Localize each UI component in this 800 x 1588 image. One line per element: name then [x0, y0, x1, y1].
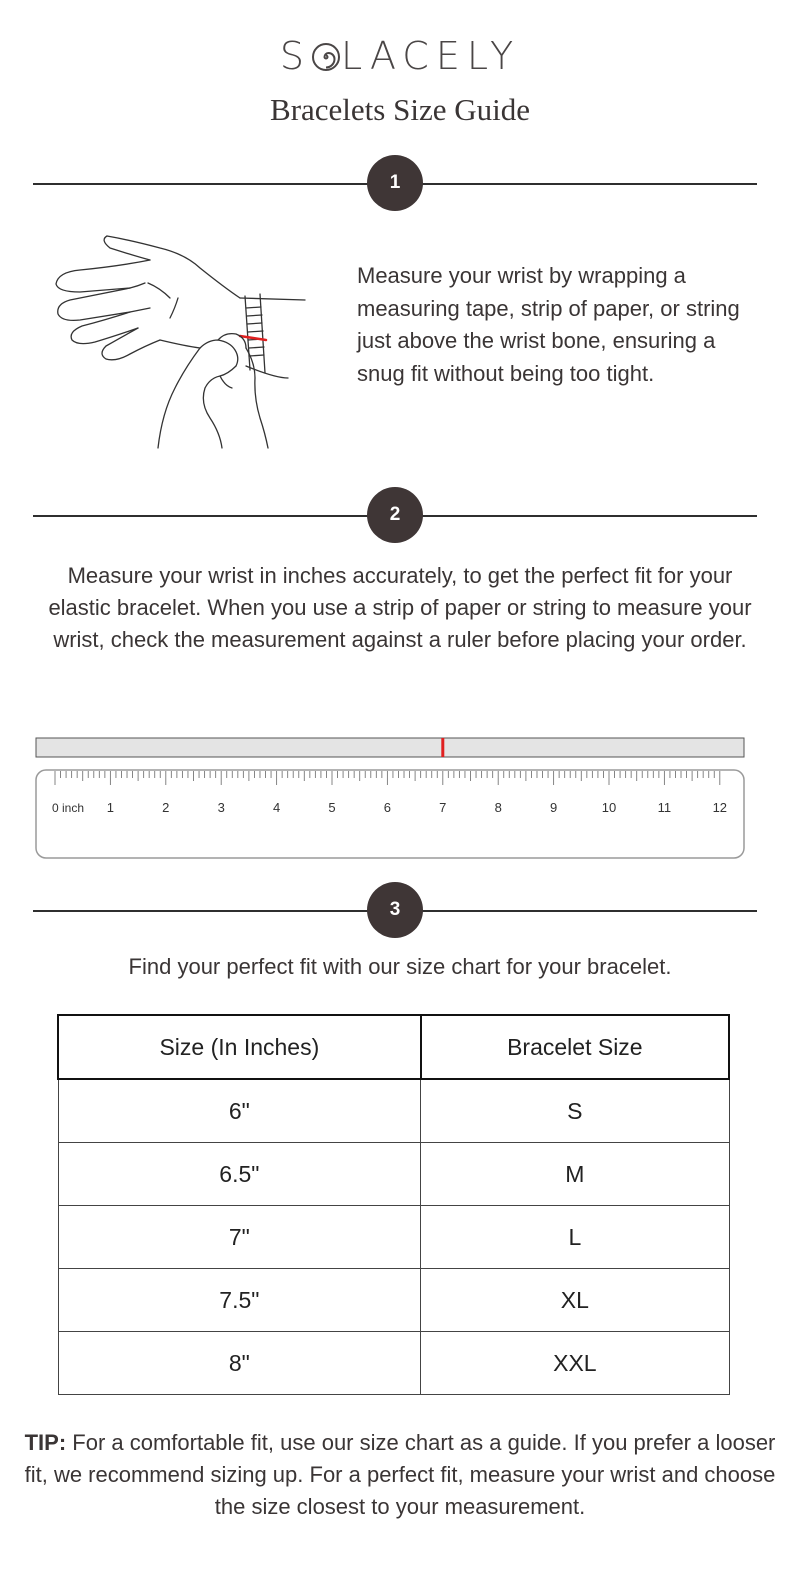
bracelet-size-cell: M [421, 1143, 729, 1206]
ruler-label: 7 [439, 800, 447, 815]
size-inches-cell: 6" [58, 1079, 421, 1143]
brand-name-end: LACELY [340, 34, 521, 78]
table-row [58, 1269, 729, 1332]
step-1-badge: 1 [367, 155, 423, 211]
size-inches-cell: 7" [58, 1206, 421, 1269]
step-2-badge: 2 [367, 487, 423, 543]
step-2-instructions: Measure your wrist in inches accurately, to get the perfect fit for your elastic bracelet. When you use a strip of paper or string to measure your wrist, check the measurement against a ruler before placing your order. [48, 563, 752, 652]
bracelet-size-cell: S [421, 1079, 729, 1143]
ruler-label: 12 [712, 800, 728, 815]
table-row [58, 1079, 729, 1143]
size-chart-table [57, 1014, 730, 1395]
tip-note [20, 1427, 780, 1523]
ruler-label: 6 [383, 800, 392, 815]
ruler-label: 1 [106, 800, 115, 815]
swirl-icon [311, 42, 341, 72]
bracelet-size-cell: XXL [421, 1332, 729, 1395]
size-inches-cell: 7.5" [58, 1269, 421, 1332]
ruler-label: 4 [272, 800, 281, 815]
table-row [58, 1332, 729, 1395]
bracelet-size-cell: L [421, 1206, 729, 1269]
table-header-row [58, 1015, 729, 1079]
tip-label: TIP: [24, 1430, 67, 1455]
ruler-label: 10 [601, 800, 617, 815]
bracelet-size-cell: XL [421, 1269, 729, 1332]
page-title: Bracelets Size Guide [270, 92, 530, 127]
size-inches-cell: 8" [58, 1332, 421, 1395]
ruler-zero-label: 0 inch [52, 801, 85, 815]
tip-text: For a comfortable fit, use our size chart as a guide. If you prefer a looser fit, we recommend sizing up. For a perfect fit, measure your wrist and choose the size closest to your measurement. [24, 1430, 776, 1519]
table-row [58, 1206, 729, 1269]
ruler-label: 9 [549, 800, 558, 815]
step-3-instructions: Find your perfect fit with our size chart for your bracelet. [128, 954, 672, 979]
step-1-instructions: Measure your wrist by wrapping a measuring tape, strip of paper, or string just above the wrist bone, ensuring a snug fit without being too tight. [357, 263, 740, 386]
wrist-strip [36, 738, 744, 757]
brand-name-start: S [279, 34, 311, 78]
ruler-label: 11 [657, 800, 672, 815]
ruler-label: 3 [217, 800, 225, 815]
wrist-measuring-hand-illustration [50, 228, 320, 453]
ruler [34, 735, 748, 865]
ruler-label: 8 [494, 800, 502, 815]
brand-logo [0, 34, 800, 78]
table-row [58, 1143, 729, 1206]
header-size-inches: Size (In Inches) [58, 1015, 421, 1079]
header-bracelet-size: Bracelet Size [421, 1015, 729, 1079]
ruler-label: 2 [162, 800, 170, 815]
step-3-badge: 3 [367, 882, 423, 938]
ruler-label: 5 [328, 800, 336, 815]
size-inches-cell: 6.5" [58, 1143, 421, 1206]
